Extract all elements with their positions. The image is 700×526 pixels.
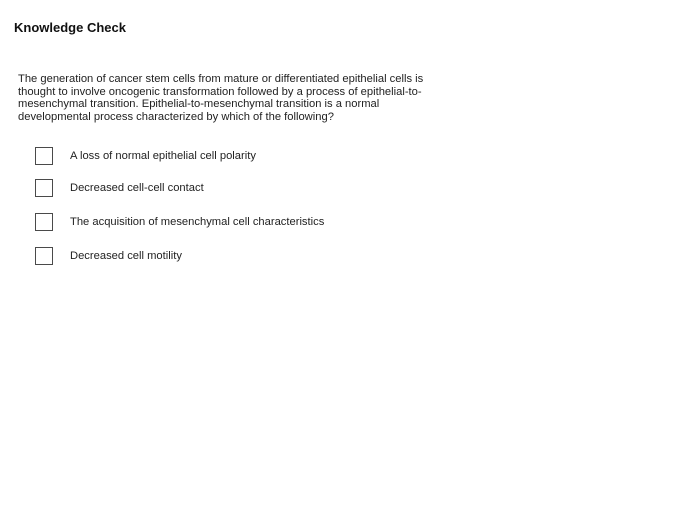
option-row-4[interactable]: [35, 246, 455, 266]
option-label-3[interactable]: The acquisition of mesenchymal cell characteristics: [70, 216, 325, 228]
option-label-4[interactable]: Decreased cell motility: [70, 250, 182, 262]
option-row-3[interactable]: [35, 212, 455, 232]
option-label-1[interactable]: A loss of normal epithelial cell polarity: [70, 150, 256, 162]
option-checkbox-1[interactable]: [35, 147, 53, 165]
option-checkbox-3[interactable]: [35, 213, 53, 231]
option-row-2[interactable]: [35, 178, 455, 198]
option-row-1[interactable]: [35, 146, 455, 166]
answer-options: [35, 146, 455, 266]
option-label-2[interactable]: Decreased cell-cell contact: [70, 182, 204, 194]
option-checkbox-2[interactable]: [35, 179, 53, 197]
option-checkbox-4[interactable]: [35, 247, 53, 265]
question-text: The generation of cancer stem cells from mature or differentiated epithelial cells is thought to involve oncogenic transformation followed by a process of epithelial-to-mesenchymal transition. Epithelial-to-mesenchymal transition is a normal developmental process characterized by which of the following?: [18, 73, 424, 123]
page-title: Knowledge Check: [14, 20, 126, 35]
